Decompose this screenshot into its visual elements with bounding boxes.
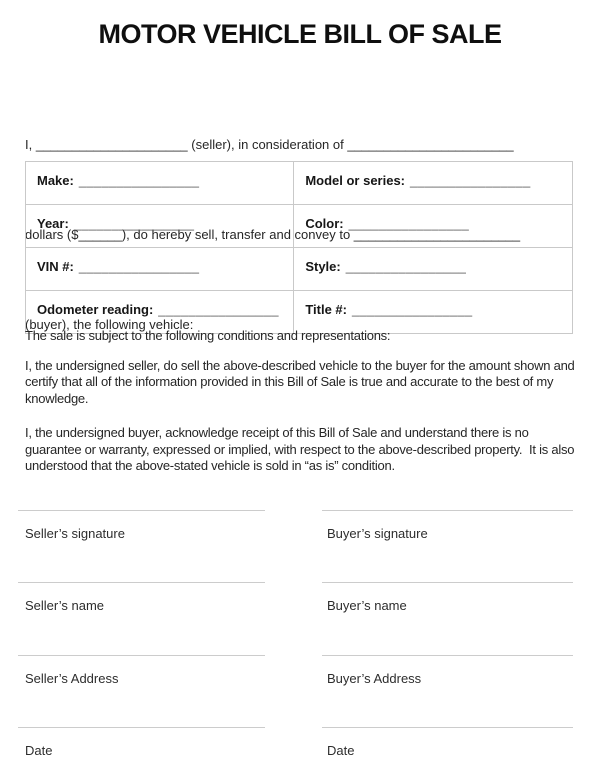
field-label: Title #:	[305, 302, 347, 317]
field-blank-line: ________________	[158, 302, 279, 317]
vehicle-details-table	[25, 161, 573, 334]
buyer-address-field	[322, 655, 573, 686]
field-blank-line: ________________	[73, 216, 195, 231]
field-label: Date	[327, 743, 355, 758]
field-model-cell	[294, 162, 573, 205]
field-color-cell	[294, 205, 573, 248]
seller-clause: I, the undersigned seller, do sell the above-described vehicle to the buyer for the amount shown and certify that all of the information provided in this Bill of Sale is true and accurate to the best of my knowledge.	[25, 357, 578, 406]
table-row	[26, 248, 573, 291]
intro-line-consideration: dollars ($______), do hereby sell, transfer and convey to _______________________	[25, 227, 521, 242]
document-title: MOTOR VEHICLE BILL OF SALE	[98, 19, 502, 49]
intro-line-seller: I, _____________________ (seller), in consideration of _______________________	[25, 137, 514, 152]
seller-name-field	[18, 582, 265, 613]
field-year-cell	[26, 205, 294, 248]
table-row	[26, 205, 573, 248]
conditions-section	[25, 328, 577, 493]
field-label: Make:	[37, 173, 74, 188]
table-row	[26, 162, 573, 205]
field-label: Date	[25, 743, 53, 758]
intro-line-buyer: (buyer), the following vehicle:	[25, 317, 194, 332]
field-vin-cell	[26, 248, 294, 291]
buyer-name-field	[322, 582, 573, 613]
field-make-cell	[26, 162, 294, 205]
field-label: Buyer’s Address	[327, 671, 422, 686]
field-label: Seller’s signature	[25, 526, 125, 541]
field-blank-line: ________________	[348, 216, 470, 231]
field-label: Buyer’s signature	[327, 526, 428, 541]
buyer-date-field	[322, 727, 573, 758]
field-blank-line: ________________	[78, 259, 200, 274]
seller-signature-field	[18, 510, 265, 541]
field-label: Year:	[37, 216, 69, 231]
field-label: Color:	[305, 216, 344, 231]
field-blank-line: ________________	[410, 173, 531, 188]
buyer-clause: I, the undersigned buyer, acknowledge receipt of this Bill of Sale and understand there is no guarantee or warranty, expressed or implied, with respect to the above-described property. It is also understood that the above-stated vehicle is sold in “as is” condition.	[25, 425, 578, 473]
field-style-cell	[294, 248, 573, 291]
buyer-signature-field	[322, 510, 573, 541]
field-label: Model or series:	[305, 173, 406, 188]
field-blank-line: ________________	[78, 173, 200, 188]
field-label: Buyer’s name	[327, 598, 407, 613]
seller-date-field	[18, 727, 265, 758]
field-label: Seller’s name	[25, 598, 105, 613]
field-label: Odometer reading:	[37, 302, 154, 317]
field-label: VIN #:	[37, 259, 74, 274]
seller-address-field	[18, 655, 265, 686]
field-label: Style:	[305, 259, 341, 274]
conditions-heading: The sale is subject to the following conditions and representations:	[25, 328, 391, 343]
field-blank-line: ________________	[351, 302, 473, 317]
field-blank-line: ________________	[345, 259, 467, 274]
field-label: Seller’s Address	[25, 671, 119, 686]
